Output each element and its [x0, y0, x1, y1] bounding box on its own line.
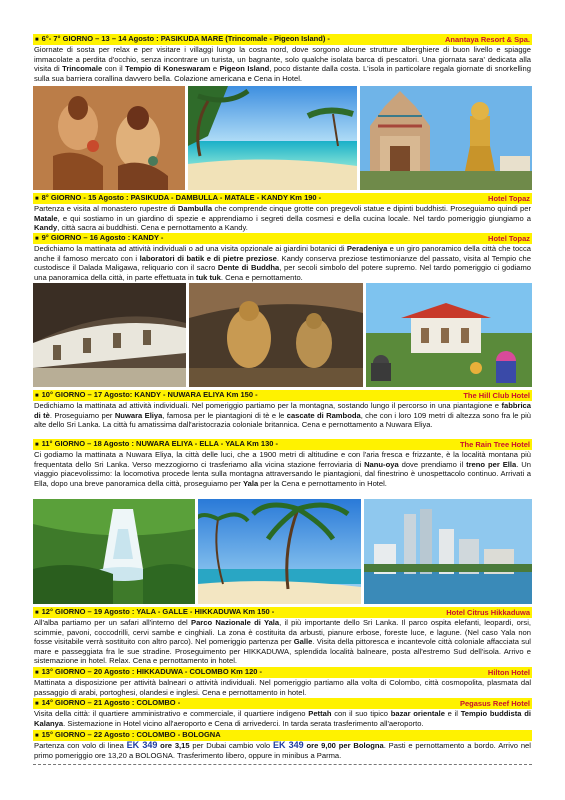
day-header	[33, 667, 532, 678]
photo-row-3	[33, 499, 532, 604]
temple-photo	[360, 86, 532, 190]
flight-number: EK 349	[272, 740, 304, 750]
day-9-section	[33, 233, 532, 282]
day-header	[33, 233, 532, 244]
day-description: All'alba partiamo per un safari all'interno del Parco Nazionale di Yala, il più importante dello Sri Lanka. Il parco ospita elefanti, leopardi, orsi, scimmie, pavoni, coccodrilli, cervi sambe e cinghiali. La zona è costituita da arbusti, pianure erbose, foreste luce, e lagune. (Nel caso Yala non fosse visitabile verrà sostituito con altro parco). Nel pomeriggio partenza per Galle. Visita della pittoresca e incantevole città coloniale affacciata sul mare e passeggiata fra le sue stradine. Proseguimento per HIKKADUWA, splendida località balneare, posta all'estremo Sud dell'isola. Arrivo e sistemazione in hotel. Relax. Cena e pernottamento in hotel.	[34, 618, 531, 665]
day-11-section	[33, 439, 532, 488]
day-12-section	[33, 607, 532, 666]
day-description: Visita della città: il quartiere amministrativo e commerciale, il quartiere indigeno Pettah con il suo tipico bazar orientale e il Tempio buddista di Kalanya. Sistemazione in Hotel vicino all'aeroporto e Cena di arrivederci. In tarda serata trasferimento all'aeroporto.	[34, 709, 531, 728]
day-header	[33, 390, 532, 401]
day-description: Partenza con volo di linea EK 349 ore 3,15 per Dubai cambio volo EK 349 ore 9,00 per Bologna. Pasti e pernottamento a bordo. Arrivo nel primo pomeriggio ore 13,20 a BOLOGNA. Trasferimento libero, oppure in minibus a Parma.	[34, 740, 531, 760]
hotel-name: The Rain Tree Hotel	[459, 440, 530, 449]
day-title: ■ 6°- 7° GIORNO – 13 – 14 Agosto : PASIKUDA MARE (Trincomale - Pigeon Island) -	[35, 33, 330, 46]
hotel-name: The Hill Club Hotel	[463, 391, 530, 400]
palm-beach-photo	[198, 499, 361, 604]
day-description: Ci godiamo la mattinata a Nuwara Eliya, la città delle luci, che a 1900 metri di altitudine e con l'aria fresca e frizzante, è la località montana più frequentata dello Sri Lanka. Verso mezzogiorno ci trasferiamo alla vicina stazione ferroviaria di Nanu-oya dove prendiamo il treno per Ella. Un viaggio piacevolissimo: la locomotiva procede lenta sulla montagna attraversando le piantagioni, dal finestrino è unospettacolo continuo. Arrivati a Ella, dopo una breve panoramica della città, proseguiamo per Yala per la Cena e pernottamento in Hotel.	[34, 450, 531, 488]
day-10-section	[33, 390, 532, 430]
day-title: ■ 15° GIORNO – 22 Agosto : COLOMBO - BOLOGNA	[35, 729, 221, 742]
flight-number: EK 349	[126, 740, 158, 750]
day-description: Dedichiamo la mattinata ad attività individuali o ad una visita opzionale ai giardini botanici di Peradeniya e un giro panoramico della città che tocca anche il famoso mercato con i laboratori di batik e di pietre preziose. Kandy conserva preziose testimonianze del passato, visita al Tempio che custodisce il Dalada Maligawa, reliquario con il sacro Dente di Buddha, per secoli simbolo del potere supremo. Nel tardo pomeriggio ci godiamo una panoramica della città, in parte effettuata in tuk tuk. Cena e pernottamento.	[34, 244, 532, 282]
day-title: ■ 10° GIORNO – 17 Agosto: KANDY - NUWARA ELIYA Km 150 -	[35, 389, 258, 402]
divider	[33, 764, 532, 765]
hotel-name: Anantaya Resort & Spa.	[444, 35, 530, 44]
day-title: ■ 14° GIORNO – 21 Agosto : COLOMBO -	[35, 697, 180, 710]
day-title: ■ 9° GIORNO – 16 Agosto : KANDY -	[35, 232, 163, 245]
temple-of-tooth-photo	[366, 283, 532, 387]
day-header	[33, 193, 532, 204]
day-8-section	[33, 193, 532, 233]
day-14-section	[33, 698, 532, 728]
day-title: ■ 11° GIORNO – 18 Agosto : NUWARA ELIYA - ELLA - YALA Km 130 -	[35, 438, 278, 451]
day-title: ■ 13° GIORNO – 20 Agosto : HIKKADUWA - COLOMBO Km 120 -	[35, 666, 262, 679]
hotel-name: Pegasus Reef Hotel	[459, 699, 530, 708]
hotel-name: Hotel Citrus Hikkaduwa	[446, 608, 530, 617]
day-15-section	[33, 730, 532, 760]
day-header	[33, 439, 532, 450]
day-description: Mattinata a disposizione per attività balneari o attività individuali. Nel pomeriggio partiamo alla volta di Colombo, città cosmopolita, plasmata dal passaggio di arabi, portoghesi, olandesi e inglesi. Cena e pernottamento in hotel.	[34, 678, 531, 697]
hotel-name: Hotel Topaz	[488, 234, 530, 243]
hotel-name: Hilton Hotel	[487, 668, 530, 677]
day-description: Partenza e visita al monastero rupestre di Dambulla che comprende cinque grotte con pregevoli statue e dipinti buddhisti. Proseguiamo quindi per Matale, e qui sostiamo in un giardino di spezie e apprendiamo i segreti della cosmesi e della cucina locale. Nel tardo pomeriggio giungiamo a Kandy, città sacra ai buddhisti. Cena e pernottamento a Kandy.	[34, 204, 531, 232]
colombo-skyline-photo	[364, 499, 532, 604]
photo-row-2	[33, 283, 532, 387]
buddha-statues-photo	[189, 283, 363, 387]
waterfall-photo	[33, 499, 195, 604]
day-header	[33, 34, 532, 45]
cave-temple-photo	[33, 283, 186, 387]
day-description: Dedichiamo la mattinata ad attività individuali. Nel pomeriggio partiamo per la montagna, sostando lungo il percorso in una piantagione e fabbrica di tè. Proseguiamo per Nuwara Eliya, famosa per le piantagioni di tè e le cascate di Ramboda, che con i loro 109 metri di altezza sono fra le più alte dello Sri Lanka. La città fu amatissima dall'aristocrazia coloniale britannica. Cena e pernottamento a Nuwara Eliya.	[34, 401, 531, 429]
fresco-photo	[33, 86, 185, 190]
photo-row-1	[33, 86, 532, 190]
beach-photo	[188, 86, 357, 190]
day-title: ■ 8° GIORNO - 15 Agosto : PASIKUDA - DAMBULLA - MATALE - KANDY Km 190 -	[35, 192, 321, 205]
day-title: ■ 12° GIORNO – 19 Agosto : YALA - GALLE - HIKKADUWA Km 150 -	[35, 606, 274, 619]
day-description: Giornate di sosta per relax e per visitare i villaggi lungo la costa nord, dove sorgono alcune strutture alberghiere di buon livello e spiagge immacolate a perdita d'occhio, senza incontrare un turista, un bagnante, solo qualche isolata barca di pescatori. Una giornata sara' dedicata alla visita di Trincomale con il Tempio di Koneswaram e Pigeon Island, poco distante dalla costa. L'isola in particolare regala giornate di snorkelling sulla sua barriera corallina davvero bella. Colazione americana e Cena in Hotel.	[34, 45, 531, 83]
day-13-section	[33, 667, 532, 697]
day-6-7-section	[33, 34, 532, 83]
hotel-name: Hotel Topaz	[488, 194, 530, 203]
day-header	[33, 607, 532, 618]
day-header	[33, 698, 532, 709]
